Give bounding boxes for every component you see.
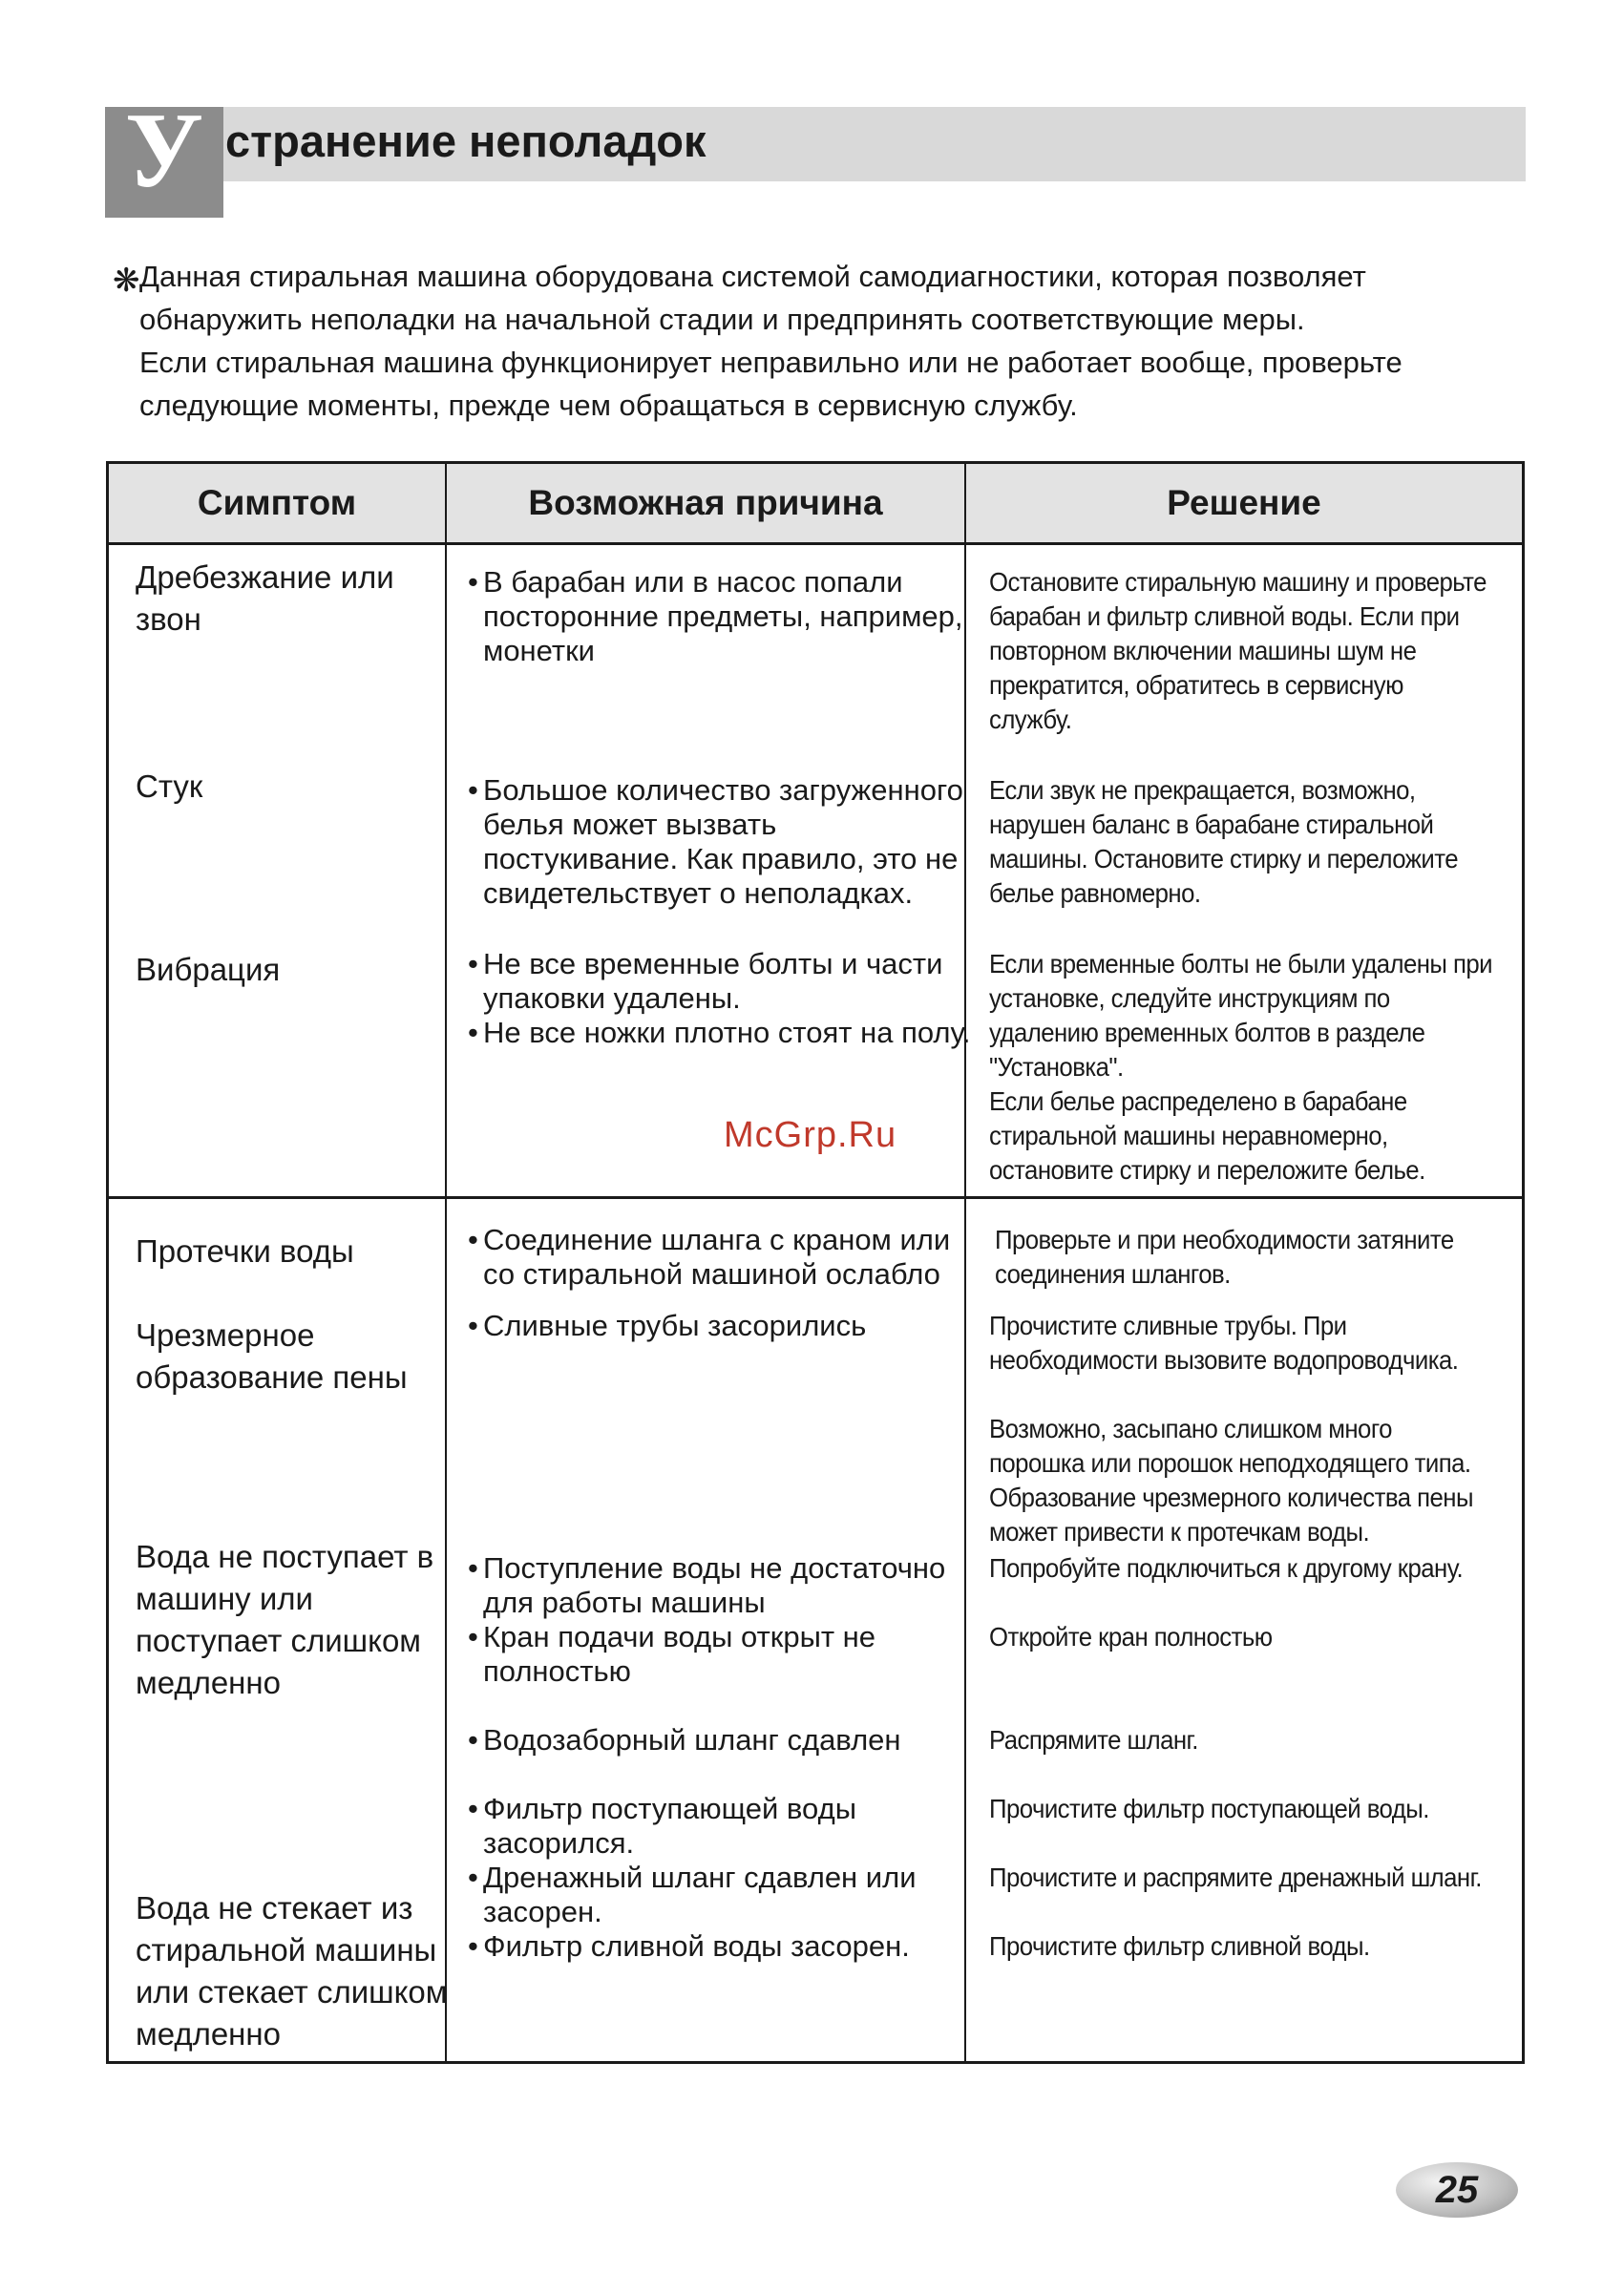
- bullet-icon: •: [468, 1309, 478, 1342]
- solution-line: прекратится, обратитесь в сервисную: [989, 670, 1403, 700]
- solution-line: службу.: [989, 705, 1072, 734]
- solution-line: "Установка".: [989, 1052, 1124, 1082]
- solution-line: Если белье распределено в барабане: [989, 1086, 1407, 1116]
- symptom-line: Вибрация: [136, 952, 281, 987]
- symptom-cell: [136, 766, 202, 808]
- cause-item: [468, 773, 963, 911]
- header-cause: Возможная причина: [528, 483, 883, 522]
- watermark: McGrp.Ru: [724, 1115, 897, 1155]
- symptom-line: поступает слишком: [136, 1623, 421, 1658]
- solution-line: стиральной машины неравномерно,: [989, 1121, 1388, 1150]
- cause-line: Кран подачи воды открыт не: [483, 1620, 876, 1653]
- solution-cell: [989, 1861, 1482, 1895]
- solution-line: Возможно, засыпано слишком много: [989, 1414, 1392, 1443]
- column-divider: [964, 464, 966, 2061]
- cause-item: [468, 1929, 910, 1964]
- solution-line: установке, следуйте инструкциям по: [989, 983, 1390, 1013]
- symptom-cell: [136, 949, 280, 991]
- cause-line: засорен.: [483, 1895, 602, 1928]
- symptom-cell: [136, 1231, 354, 1273]
- symptom-line: Чрезмерное: [136, 1317, 315, 1353]
- cause-line: Не все временные болты и части: [483, 947, 943, 980]
- cause-line: белья может вызвать: [483, 808, 777, 841]
- solution-line: Распрямите шланг.: [989, 1725, 1198, 1755]
- column-divider: [445, 464, 447, 2061]
- solution-cell: [989, 1551, 1463, 1586]
- cause-item: [468, 947, 943, 1016]
- solution-line: может привести к протечкам воды.: [989, 1517, 1370, 1547]
- solution-line: Если временные болты не были удалены при: [989, 949, 1492, 979]
- symptom-line: стиральной машины: [136, 1932, 437, 1968]
- solution-cell: [989, 1412, 1473, 1549]
- symptom-line: Протечки воды: [136, 1233, 354, 1269]
- symptom-line: медленно: [136, 1665, 281, 1700]
- solution-line: Образование чрезмерного количества пены: [989, 1483, 1473, 1512]
- table-header-row: [109, 464, 1522, 545]
- solution-line: Прочистите фильтр сливной воды.: [989, 1931, 1370, 1961]
- cause-line: В барабан или в насос попали: [483, 565, 903, 599]
- bullet-icon: •: [468, 1620, 478, 1653]
- solution-cell: [989, 565, 1487, 737]
- solution-line: соединения шлангов.: [995, 1259, 1231, 1289]
- symptom-cell: [136, 1887, 447, 2055]
- cause-line: Большое количество загруженного: [483, 773, 963, 807]
- cause-line: Водозаборный шланг сдавлен: [483, 1723, 901, 1757]
- symptom-line: звон: [136, 601, 201, 637]
- symptom-cell: [136, 557, 394, 641]
- bullet-icon: •: [468, 947, 478, 980]
- solution-line: Прочистите фильтр поступающей воды.: [989, 1794, 1429, 1823]
- solution-line: необходимости вызовите водопроводчика.: [989, 1345, 1459, 1375]
- header-solution: Решение: [1167, 483, 1321, 522]
- solution-line: Проверьте и при необходимости затяните: [995, 1225, 1454, 1254]
- bullet-icon: •: [468, 1723, 478, 1757]
- cause-line: Фильтр сливной воды засорен.: [483, 1929, 910, 1963]
- intro-line: Если стиральная машина функционирует неправильно или не работает вообще, проверьте: [139, 346, 1403, 379]
- asterisk-icon: ❋: [113, 263, 140, 299]
- intro-line: обнаружить неполадки на начальной стадии и предпринять соответствующие меры.: [139, 303, 1305, 336]
- bullet-icon: •: [468, 1551, 478, 1585]
- troubleshooting-table: [106, 461, 1525, 2064]
- solution-line: белье равномерно.: [989, 878, 1201, 908]
- cause-line: Поступление воды не достаточно: [483, 1551, 946, 1585]
- cause-line: засорился.: [483, 1826, 635, 1860]
- title-initial: У: [124, 92, 204, 210]
- solution-cell: [989, 1309, 1458, 1378]
- cause-item: [468, 1309, 867, 1343]
- solution-line: Попробуйте подключиться к другому крану.: [989, 1553, 1464, 1583]
- cause-item: [468, 1620, 876, 1689]
- solution-cell: [989, 1723, 1198, 1757]
- solution-line: порошка или порошок неподходящего типа.: [989, 1448, 1471, 1478]
- symptom-line: образование пены: [136, 1359, 408, 1395]
- solution-cell: [995, 1223, 1454, 1292]
- cause-line: Соединение шланга с краном или: [483, 1223, 951, 1256]
- solution-line: повторном включении машины шум не: [989, 636, 1417, 665]
- cause-line: со стиральной машиной ослабло: [483, 1257, 940, 1291]
- solution-cell: [989, 773, 1458, 911]
- cause-line: монетки: [483, 634, 595, 667]
- bullet-icon: •: [468, 773, 478, 807]
- cause-item: [468, 1792, 856, 1861]
- solution-line: Остановите стиральную машину и проверьте: [989, 567, 1487, 597]
- page-title: странение неполадок: [225, 116, 707, 166]
- intro-line: следующие моменты, прежде чем обращаться в сервисную службу.: [139, 389, 1078, 422]
- solution-line: нарушен баланс в барабане стиральной: [989, 810, 1434, 839]
- symptom-line: медленно: [136, 2016, 281, 2052]
- solution-line: машины. Остановите стирку и переложите: [989, 844, 1458, 873]
- cause-line: Не все ножки плотно стоят на полу.: [483, 1016, 971, 1049]
- solution-line: Прочистите сливные трубы. При: [989, 1311, 1347, 1340]
- cause-item: [468, 565, 963, 668]
- symptom-line: Вода не поступает в: [136, 1539, 434, 1574]
- solution-line: остановите стирку и переложите белье.: [989, 1155, 1425, 1185]
- symptom-line: Дребезжание или: [136, 559, 394, 595]
- cause-line: упаковки удалены.: [483, 981, 741, 1015]
- cause-line: полностью: [483, 1654, 631, 1688]
- intro-line: Данная стиральная машина оборудована системой самодиагностики, которая позволяет: [139, 260, 1366, 293]
- solution-line: удалению временных болтов в разделе: [989, 1018, 1425, 1047]
- bullet-icon: •: [468, 1223, 478, 1256]
- cause-item: [468, 1723, 901, 1757]
- cause-line: посторонние предметы, например,: [483, 600, 963, 633]
- cause-line: Дренажный шланг сдавлен или: [483, 1861, 917, 1894]
- solution-line: барабан и фильтр сливной воды. Если при: [989, 601, 1460, 631]
- bullet-icon: •: [468, 1929, 478, 1963]
- symptom-cell: [136, 1315, 408, 1399]
- bullet-icon: •: [468, 565, 478, 599]
- cause-item: [468, 1551, 946, 1620]
- cause-item: [468, 1223, 951, 1292]
- cause-line: постукивание. Как правило, это не: [483, 842, 959, 875]
- solution-line: Откройте кран полностью: [989, 1622, 1273, 1652]
- symptom-cell: [136, 1536, 433, 1704]
- solution-line: Если звук не прекращается, возможно,: [989, 775, 1416, 805]
- cause-line: для работы машины: [483, 1586, 766, 1619]
- cause-line: Фильтр поступающей воды: [483, 1792, 856, 1825]
- cause-line: свидетельствует о неполадках.: [483, 876, 914, 910]
- row-group-divider: [109, 1196, 1522, 1199]
- cause-item: [468, 1016, 971, 1050]
- cause-item: [468, 1861, 917, 1929]
- solution-cell: [989, 1929, 1370, 1964]
- symptom-line: или стекает слишком: [136, 1974, 448, 2010]
- solution-cell: [989, 947, 1492, 1188]
- symptom-line: машину или: [136, 1581, 313, 1616]
- solution-cell: [989, 1792, 1429, 1826]
- bullet-icon: •: [468, 1016, 478, 1049]
- header-symptom: Симптом: [197, 483, 357, 522]
- solution-line: Прочистите и распрямите дренажный шланг.: [989, 1863, 1482, 1892]
- solution-cell: [989, 1620, 1272, 1654]
- cause-line: Сливные трубы засорились: [483, 1309, 867, 1342]
- symptom-line: Стук: [136, 768, 203, 804]
- page-number: 25: [1435, 2169, 1479, 2211]
- symptom-line: Вода не стекает из: [136, 1890, 413, 1926]
- bullet-icon: •: [468, 1861, 478, 1894]
- bullet-icon: •: [468, 1792, 478, 1825]
